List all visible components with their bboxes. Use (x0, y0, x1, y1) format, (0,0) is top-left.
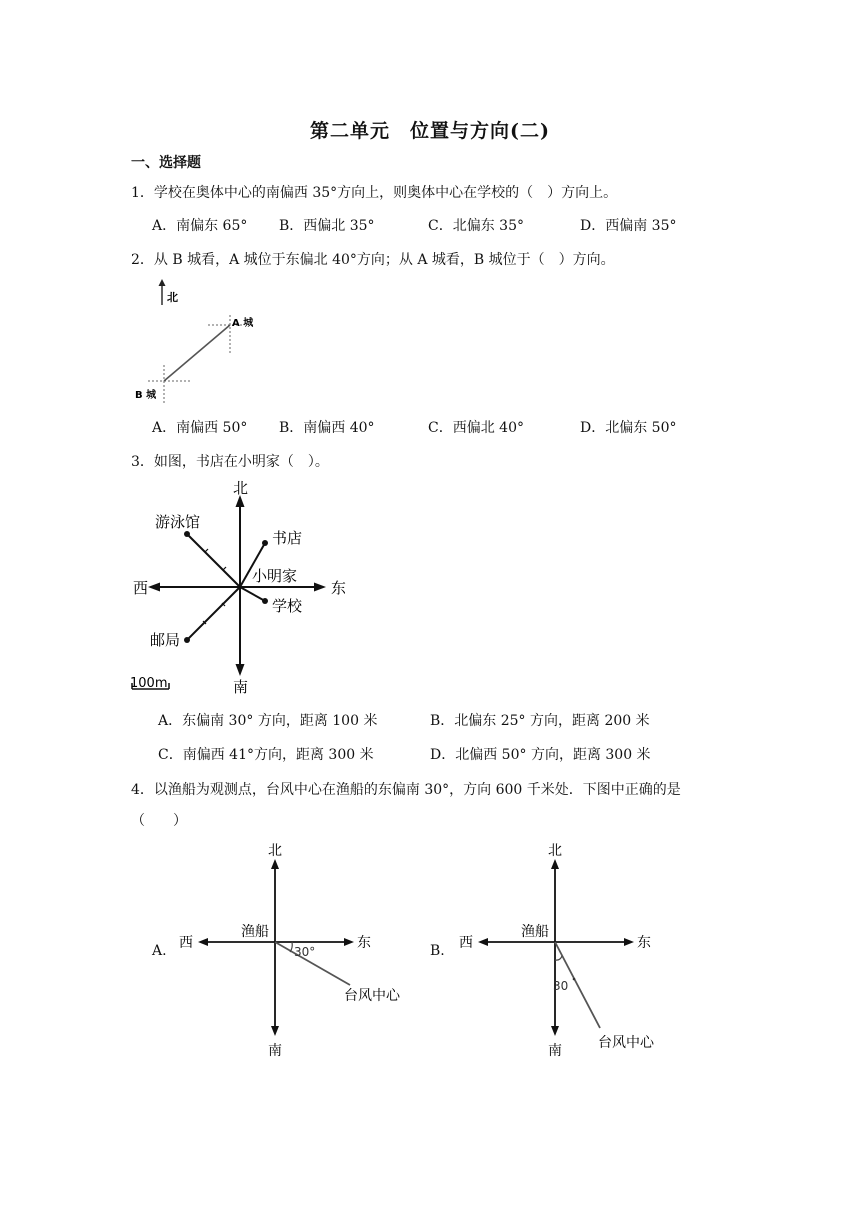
bookstore-label: 书店 (272, 529, 303, 547)
question-1-option-c[interactable]: C．北偏东 35° (428, 218, 524, 234)
east-arrow-icon (344, 938, 354, 946)
question-4-option-a-label[interactable]: A. (152, 943, 167, 959)
pool-tick (223, 567, 226, 570)
post-point (184, 637, 190, 643)
west-arrow-icon (198, 938, 208, 946)
question-4-figure-b (450, 835, 700, 1065)
question-3-option-d[interactable]: D．北偏西 50° 方向，距离 300 米 (430, 747, 651, 763)
east-arrow-icon (624, 938, 634, 946)
typhoon-label: 台风中心 (598, 1035, 654, 1051)
question-1-option-a[interactable]: A．南偏东 65° (152, 218, 248, 234)
center-label: 小明家 (252, 567, 298, 585)
question-3-stem: 3．如图，书店在小明家（ ）。 (131, 454, 329, 470)
west-label: 西 (459, 935, 473, 951)
north-label: 北 (268, 843, 282, 859)
question-2-option-d[interactable]: D．北偏东 50° (580, 420, 677, 436)
question-1-option-d[interactable]: D．西偏南 35° (580, 218, 677, 234)
west-label: 西 (133, 579, 149, 597)
pool-label: 游泳馆 (155, 513, 201, 531)
angle-arc (555, 956, 562, 960)
question-3-option-a[interactable]: A．东偏南 30° 方向，距离 100 米 (158, 713, 378, 729)
question-2-stem: 2．从 B 城看，A 城位于东偏北 40°方向；从 A 城看，B 城位于（ ）方向。 (131, 252, 615, 268)
b-city-label: B 城 (135, 390, 157, 401)
question-3-figure (125, 475, 360, 700)
boat-label: 渔船 (241, 924, 269, 940)
angle-arc (290, 942, 292, 952)
west-arrow-icon (478, 938, 488, 946)
question-1-option-b[interactable]: B．西偏北 35° (279, 218, 375, 234)
south-arrow-icon (271, 1026, 279, 1036)
scale-label: 100m (130, 676, 168, 691)
degree-mark (573, 978, 576, 981)
question-4-option-b-label[interactable]: B. (430, 943, 445, 959)
south-label: 南 (548, 1043, 562, 1059)
bookstore-point (262, 540, 268, 546)
south-label: 南 (233, 678, 249, 696)
east-label: 东 (331, 579, 347, 597)
question-4-figure-a (170, 835, 420, 1065)
north-arrow-icon (271, 859, 279, 869)
south-label: 南 (268, 1043, 282, 1059)
east-label: 东 (357, 935, 371, 951)
north-arrow-icon (159, 279, 166, 286)
section-heading: 一、选择题 (131, 155, 201, 171)
east-label: 东 (637, 935, 651, 951)
question-2-option-b[interactable]: B．南偏西 40° (279, 420, 375, 436)
school-label: 学校 (272, 597, 303, 615)
question-4-stem-continuation: （ ） (131, 813, 187, 829)
east-arrow-icon (314, 583, 326, 592)
south-arrow-icon (551, 1026, 559, 1036)
post-ray (187, 587, 240, 640)
west-arrow-icon (148, 583, 160, 592)
boat-label: 渔船 (521, 924, 549, 940)
angle-label: 30 (553, 979, 569, 993)
question-4-stem: 4．以渔船为观测点，台风中心在渔船的东偏南 30°，方向 600 千米处．下图中正确的是 (131, 782, 681, 798)
question-1-stem: 1．学校在奥体中心的南偏西 35°方向上，则奥体中心在学校的（ ）方向上。 (131, 185, 618, 201)
page-title: 第二单元 位置与方向(二) (310, 120, 550, 142)
typhoon-label: 台风中心 (344, 988, 400, 1004)
question-2-option-a[interactable]: A．南偏西 50° (152, 420, 248, 436)
a-city-label: A 城 (232, 318, 254, 329)
pool-tick (205, 549, 208, 552)
post-label: 邮局 (150, 631, 181, 649)
south-arrow-icon (236, 664, 245, 676)
north-label: 北 (233, 479, 249, 497)
question-3-option-b[interactable]: B．北偏东 25° 方向，距离 200 米 (430, 713, 650, 729)
pool-point (184, 531, 190, 537)
question-3-option-c[interactable]: C．南偏西 41°方向，距离 300 米 (158, 747, 374, 763)
question-2-option-c[interactable]: C．西偏北 40° (428, 420, 524, 436)
ab-connecting-line (164, 325, 230, 381)
north-label: 北 (167, 291, 178, 304)
school-point (262, 598, 268, 604)
north-label: 北 (548, 843, 562, 859)
school-ray (240, 587, 265, 601)
west-label: 西 (179, 935, 193, 951)
pool-ray (187, 534, 240, 587)
angle-label: 30° (294, 945, 316, 959)
question-2-figure (130, 275, 270, 410)
north-arrow-icon (551, 859, 559, 869)
